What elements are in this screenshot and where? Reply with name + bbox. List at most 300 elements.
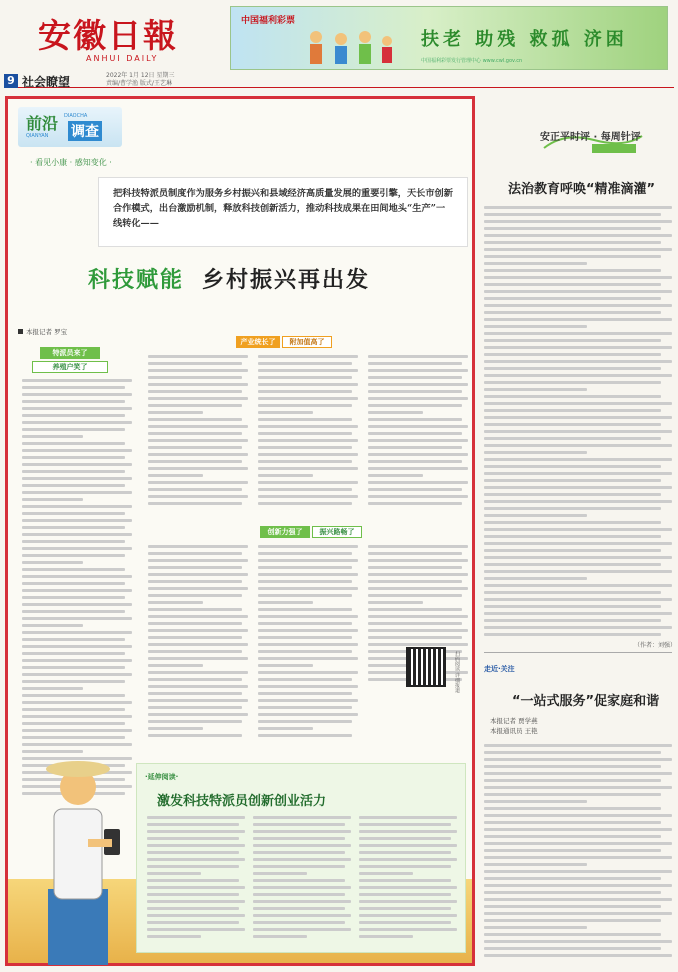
text-line <box>484 912 672 915</box>
text-line <box>258 383 358 386</box>
welfare-lottery-ad[interactable] <box>230 6 668 70</box>
column-slogan: · 看见小康 · 感知变化 · <box>30 158 112 167</box>
text-line <box>484 605 661 608</box>
text-line <box>359 837 451 840</box>
text-line <box>484 472 672 475</box>
text-line <box>22 386 125 389</box>
text-line <box>258 573 358 576</box>
text-line <box>22 505 132 508</box>
text-line <box>484 905 661 908</box>
text-line <box>258 411 313 414</box>
text-line <box>359 865 451 868</box>
text-line <box>258 432 352 435</box>
text-line <box>484 297 661 300</box>
text-line <box>22 715 132 718</box>
text-line <box>148 376 242 379</box>
text-line <box>368 425 468 428</box>
text-line <box>22 540 125 543</box>
text-line <box>148 411 203 414</box>
text-line <box>148 488 242 491</box>
text-line <box>368 594 462 597</box>
text-line <box>253 851 345 854</box>
text-line <box>148 664 203 667</box>
divider <box>484 652 672 653</box>
text-line <box>258 622 352 625</box>
text-line <box>484 807 661 810</box>
body-col <box>359 816 457 942</box>
text-line <box>484 388 587 391</box>
text-line <box>147 879 239 882</box>
text-line <box>22 512 125 515</box>
text-line <box>484 206 672 209</box>
byline <box>18 327 67 336</box>
text-line <box>22 449 132 452</box>
text-line <box>368 411 423 414</box>
text-line <box>484 919 661 922</box>
text-line <box>22 624 83 627</box>
text-line <box>484 213 661 216</box>
text-line <box>484 283 661 286</box>
text-line <box>22 519 132 522</box>
text-line <box>147 935 201 938</box>
text-line <box>368 615 468 618</box>
text-line <box>484 346 672 349</box>
text-line <box>484 360 672 363</box>
text-line <box>368 474 423 477</box>
extended-reading-box <box>136 763 466 953</box>
text-line <box>359 935 413 938</box>
text-line <box>148 566 242 569</box>
text-line <box>368 622 462 625</box>
text-line <box>148 692 242 695</box>
text-line <box>148 594 242 597</box>
text-line <box>253 928 351 931</box>
text-line <box>22 645 132 648</box>
text-line <box>484 381 661 384</box>
article-body <box>484 744 672 964</box>
byline-2: 本报通讯员 王艳 <box>490 727 538 735</box>
text-line <box>147 816 245 819</box>
text-line <box>258 495 358 498</box>
text-line <box>253 886 351 889</box>
text-line <box>22 617 132 620</box>
text-line <box>22 603 132 606</box>
text-line <box>148 608 242 611</box>
text-line <box>22 596 125 599</box>
text-line <box>484 744 672 747</box>
text-line <box>22 666 125 669</box>
text-line <box>258 615 358 618</box>
text-line <box>258 650 352 653</box>
text-line <box>147 914 245 917</box>
text-line <box>22 582 125 585</box>
text-line <box>258 390 352 393</box>
text-line <box>147 928 245 931</box>
text-line <box>368 418 462 421</box>
text-line <box>258 657 358 660</box>
text-line <box>258 601 313 604</box>
text-line <box>258 678 352 681</box>
body-columns-upper <box>148 355 468 515</box>
body-col <box>258 545 358 755</box>
text-line <box>22 673 132 676</box>
text-line <box>484 465 661 468</box>
text-line <box>359 928 457 931</box>
text-line <box>147 900 245 903</box>
text-line <box>368 369 468 372</box>
text-line <box>22 680 125 683</box>
extended-tag: ·延伸阅读· <box>145 773 179 781</box>
text-line <box>258 369 358 372</box>
byline-1: 本报记者 贾学燕 <box>490 717 538 725</box>
text-line <box>484 765 661 768</box>
date-text: 2022年 1月 12日 星期三 <box>106 72 175 79</box>
text-line <box>147 921 239 924</box>
text-line <box>147 830 245 833</box>
text-line <box>148 587 248 590</box>
text-line <box>484 821 661 824</box>
text-line <box>22 729 132 732</box>
text-line <box>484 514 587 517</box>
text-line <box>258 439 358 442</box>
text-line <box>368 552 462 555</box>
text-line <box>258 552 352 555</box>
text-line <box>22 575 132 578</box>
text-line <box>148 425 248 428</box>
ad-footer: 中国福利彩票发行管理中心 www.cwl.gov.cn <box>421 58 523 64</box>
text-line <box>258 474 313 477</box>
text-line <box>368 362 462 365</box>
text-line <box>148 699 248 702</box>
text-line <box>22 491 132 494</box>
text-line <box>484 933 661 936</box>
headline-part-1: 科技赋能 <box>88 268 185 293</box>
text-line <box>253 907 345 910</box>
text-line <box>147 844 245 847</box>
text-line <box>484 395 661 398</box>
text-line <box>484 954 672 957</box>
text-line <box>253 893 345 896</box>
text-line <box>484 947 661 950</box>
text-line <box>258 446 352 449</box>
text-line <box>368 397 468 400</box>
text-line <box>258 362 352 365</box>
text-line <box>484 584 672 587</box>
body-col <box>368 355 468 515</box>
text-line <box>148 622 242 625</box>
text-line <box>22 547 132 550</box>
text-line <box>484 940 672 943</box>
body-col <box>148 355 248 515</box>
section-tag: 走近·关注 <box>484 665 515 673</box>
text-line <box>484 241 661 244</box>
headline-part-2: 乡村振兴再出发 <box>202 268 371 293</box>
text-line <box>258 727 313 730</box>
text-line <box>484 793 661 796</box>
text-line <box>258 594 352 597</box>
extended-body <box>147 816 457 942</box>
text-line <box>484 437 661 440</box>
text-line <box>359 886 457 889</box>
text-line <box>484 234 672 237</box>
text-line <box>148 685 248 688</box>
body-col <box>253 816 351 942</box>
text-line <box>148 601 203 604</box>
text-line <box>484 444 672 447</box>
text-line <box>22 652 125 655</box>
text-line <box>148 727 203 730</box>
text-line <box>258 397 358 400</box>
text-line <box>148 713 248 716</box>
text-line <box>368 573 468 576</box>
text-line <box>484 842 672 845</box>
text-line <box>484 339 661 342</box>
text-line <box>368 629 468 632</box>
text-line <box>484 458 672 461</box>
text-line <box>484 528 672 531</box>
text-line <box>484 367 661 370</box>
text-line <box>484 549 661 552</box>
text-line <box>484 255 661 258</box>
text-line <box>148 502 242 505</box>
text-line <box>253 935 307 938</box>
text-line <box>22 694 125 697</box>
commentary-title: 法治教育呼唤“精准滴灌” <box>508 182 656 197</box>
body-col <box>148 545 248 755</box>
text-line <box>368 467 468 470</box>
text-line <box>22 393 132 396</box>
text-line <box>22 400 125 403</box>
text-line <box>484 863 587 866</box>
text-line <box>258 706 352 709</box>
text-line <box>368 439 468 442</box>
text-line <box>22 708 125 711</box>
text-line <box>484 332 672 335</box>
text-line <box>484 828 672 831</box>
text-line <box>148 552 242 555</box>
text-line <box>359 816 457 819</box>
text-line <box>147 907 239 910</box>
text-line <box>22 477 132 480</box>
text-line <box>484 598 672 601</box>
column-name-en-right: DIAOCHA <box>64 113 88 119</box>
body-col <box>147 816 245 942</box>
text-line <box>484 486 672 489</box>
text-line <box>258 376 352 379</box>
text-line <box>368 460 462 463</box>
text-line <box>258 453 358 456</box>
text-line <box>484 626 672 629</box>
text-line <box>258 685 358 688</box>
text-line <box>148 432 242 435</box>
text-line <box>484 276 672 279</box>
text-line <box>484 227 661 230</box>
text-line <box>258 418 352 421</box>
text-line <box>148 559 248 562</box>
text-line <box>359 879 451 882</box>
text-line <box>148 720 242 723</box>
commentary-badge-text: 安正平时评 · 每周针评 <box>540 132 641 143</box>
text-line <box>484 535 661 538</box>
text-line <box>484 758 672 761</box>
text-line <box>253 844 351 847</box>
page-number: 9 <box>4 74 18 88</box>
text-line <box>368 404 462 407</box>
text-line <box>484 423 661 426</box>
text-line <box>258 580 352 583</box>
text-line <box>368 636 462 639</box>
text-line <box>484 325 587 328</box>
text-line <box>148 629 248 632</box>
text-line <box>484 402 672 405</box>
text-line <box>147 865 239 868</box>
text-line <box>148 453 248 456</box>
text-line <box>253 879 345 882</box>
text-line <box>368 601 423 604</box>
text-line <box>484 451 587 454</box>
text-line <box>484 849 661 852</box>
text-line <box>148 467 248 470</box>
text-line <box>147 837 239 840</box>
text-line <box>148 734 242 737</box>
text-line <box>147 851 239 854</box>
text-line <box>22 701 132 704</box>
text-line <box>253 816 351 819</box>
byline-square-icon <box>18 329 23 334</box>
column-name: 前沿 <box>26 114 59 133</box>
text-line <box>484 493 661 496</box>
text-line <box>148 439 248 442</box>
text-line <box>258 502 352 505</box>
text-line <box>148 418 242 421</box>
text-line <box>359 858 457 861</box>
text-line <box>258 425 358 428</box>
qr-code[interactable] <box>406 647 446 687</box>
text-line <box>253 837 345 840</box>
text-line <box>147 886 245 889</box>
text-line <box>22 687 83 690</box>
text-line <box>148 390 242 393</box>
text-line <box>258 608 352 611</box>
text-line <box>484 856 672 859</box>
text-line <box>258 404 352 407</box>
subhead-2-bottom: 附加值高了 <box>282 336 332 348</box>
subhead-1-top: 特派员来了 <box>40 347 100 359</box>
extended-title: 激发科技特派员创新创业活力 <box>157 794 327 809</box>
text-line <box>148 573 248 576</box>
text-line <box>22 407 132 410</box>
text-line <box>148 362 242 365</box>
text-line <box>258 664 313 667</box>
text-line <box>22 379 132 382</box>
text-line <box>368 376 462 379</box>
text-line <box>148 495 248 498</box>
text-line <box>148 460 242 463</box>
text-line <box>258 636 352 639</box>
text-line <box>148 397 248 400</box>
text-line <box>148 678 242 681</box>
text-line <box>253 830 351 833</box>
text-line <box>368 643 468 646</box>
article-byline <box>490 716 538 736</box>
text-line <box>147 893 239 896</box>
text-line <box>484 612 672 615</box>
text-line <box>258 699 358 702</box>
text-line <box>22 561 83 564</box>
text-line <box>484 430 672 433</box>
text-line <box>148 671 248 674</box>
text-line <box>359 872 413 875</box>
farmer-with-phone-icon <box>18 739 138 965</box>
body-col <box>258 355 358 515</box>
text-line <box>484 926 587 929</box>
text-line <box>258 713 358 716</box>
text-line <box>484 884 672 887</box>
text-line <box>484 779 661 782</box>
text-line <box>148 369 248 372</box>
feature-article <box>5 96 475 966</box>
column-logo <box>18 107 122 147</box>
text-line <box>253 865 345 868</box>
text-line <box>258 355 358 358</box>
text-line <box>22 498 83 501</box>
text-line <box>258 467 358 470</box>
text-line <box>368 545 468 548</box>
text-line <box>484 318 672 321</box>
text-line <box>22 435 83 438</box>
text-line <box>484 507 661 510</box>
text-line <box>368 446 462 449</box>
text-line <box>484 248 672 251</box>
qr-caption: 扫码阅读 详细报道 <box>454 651 460 693</box>
text-line <box>484 898 672 901</box>
text-line <box>359 823 451 826</box>
text-line <box>368 390 462 393</box>
text-line <box>484 311 661 314</box>
text-line <box>368 566 462 569</box>
text-line <box>359 830 457 833</box>
text-line <box>258 566 352 569</box>
text-line <box>148 615 248 618</box>
text-line <box>22 456 125 459</box>
subhead-3-top: 创新力强了 <box>260 526 310 538</box>
commentary-body <box>484 206 672 646</box>
text-line <box>148 474 203 477</box>
text-line <box>258 671 358 674</box>
body-column-left <box>22 379 132 799</box>
text-line <box>484 751 661 754</box>
newspaper-title-en: ANHUI DAILY <box>86 54 159 63</box>
text-line <box>258 559 358 562</box>
text-line <box>359 907 451 910</box>
text-line <box>484 353 661 356</box>
text-line <box>484 835 661 838</box>
text-line <box>253 872 307 875</box>
text-line <box>368 559 468 562</box>
text-line <box>148 636 242 639</box>
text-line <box>484 786 672 789</box>
text-line <box>484 556 672 559</box>
main-headline <box>88 263 370 294</box>
text-line <box>484 814 672 817</box>
text-line <box>258 460 352 463</box>
text-line <box>368 580 462 583</box>
ad-brand: 中国福利彩票 <box>241 16 296 26</box>
text-line <box>22 414 125 417</box>
text-line <box>22 610 125 613</box>
text-line <box>258 692 352 695</box>
text-line <box>22 659 132 662</box>
